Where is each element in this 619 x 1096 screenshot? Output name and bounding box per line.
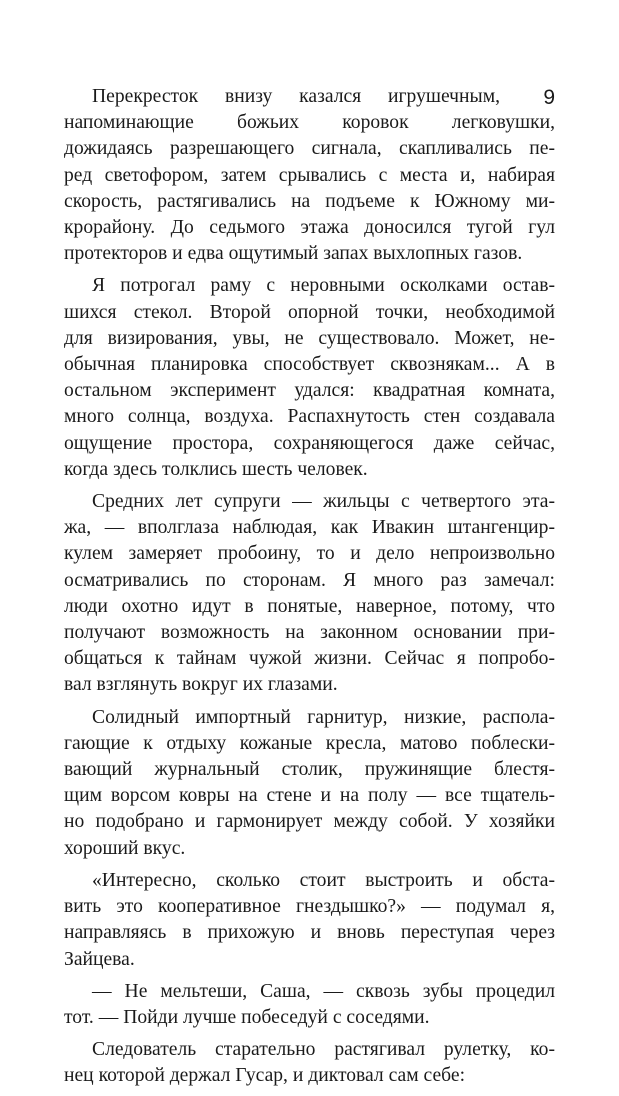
text-line: Перекресток внизу казался игрушечным, — [92, 86, 500, 107]
text-line: тот. — Пойди лучше побеседуй с соседями. — [64, 1006, 430, 1028]
text-line: гающие к отдыху кожаные кресла, матово поблески- — [64, 732, 555, 754]
text-line: ред светофором, затем срывались с места и, набирая — [64, 164, 555, 186]
page-number: 9 — [543, 86, 555, 109]
text-line: дожидаясь разрешающего сигнала, скапливались пе- — [64, 138, 555, 160]
text-line: Следователь старательно растягивал рулетку, ко- — [92, 1039, 555, 1061]
text-line: Зайцева. — [64, 948, 135, 970]
text-line: люди охотно идут в понятые, наверное, потому, что — [64, 595, 555, 617]
text-line: вал взглянуть вокруг их глазами. — [64, 674, 338, 696]
paragraph-2 — [64, 273, 555, 483]
text-line: нец которой держал Гусар, и диктовал сам себе: — [64, 1065, 466, 1087]
text-line: протекторов и едва ощутимый запах выхлопных газов. — [64, 243, 523, 265]
book-page — [64, 84, 555, 1096]
text-line: для визирования, увы, не существовало. Может, не- — [64, 327, 555, 349]
text-line: хороший вкус. — [64, 837, 186, 859]
text-line: скорость, растягивались на подъеме к Южному ми- — [64, 190, 555, 212]
text-line: вить это кооперативное гнездышко?» — подумал я, — [64, 896, 555, 918]
text-line: обычная планировка способствует сквознякам... А в — [64, 354, 555, 376]
text-line: «Интересно, сколько стоит выстроить и обста- — [92, 869, 555, 891]
text-line: Я потрогал раму с неровными осколками остав- — [92, 275, 555, 297]
text-line: шихся стекол. Второй опорной точки, необходимой — [64, 301, 555, 323]
text-line: остальном эксперимент удался: квадратная комната, — [64, 380, 555, 402]
text-line: кулем замеряет пробоину, то и дело непроизвольно — [64, 543, 555, 565]
text-line: направляясь в прихожую и вновь переступая через — [64, 922, 555, 944]
paragraph-3 — [64, 489, 555, 699]
paragraph-7 — [64, 1037, 555, 1089]
text-line: Солидный импортный гарнитур, низкие, распола- — [92, 706, 555, 728]
text-line: напоминающие божьих коровок легковушки, — [64, 112, 555, 134]
paragraph-1 — [64, 84, 555, 267]
text-line: получают возможность на законном основании при- — [64, 622, 555, 644]
paragraph-4 — [64, 705, 555, 862]
text-line: общаться к тайнам чужой жизни. Сейчас я попробо- — [64, 648, 555, 670]
paragraph-6 — [64, 979, 555, 1031]
text-line: много солнца, воздуха. Распахнутость стен создавала — [64, 406, 555, 428]
text-line: — Не мельтеши, Саша, — сквозь зубы процедил — [92, 980, 555, 1002]
text-line: вающий журнальный столик, пружинящие блестя- — [64, 759, 555, 781]
text-line: ощущение простора, сохраняющегося даже сейчас, — [64, 432, 555, 454]
text-line: крорайону. До седьмого этажа доносился тугой гул — [64, 217, 555, 239]
text-line: Средних лет супруги — жильцы с четвертого эта- — [92, 491, 555, 513]
text-line: осматривались по сторонам. Я много раз замечал: — [64, 569, 555, 591]
paragraph-5 — [64, 868, 555, 973]
text-line: щим ворсом ковры на стене и на полу — все тщатель- — [64, 785, 555, 807]
text-line: но подобрано и гармонирует между собой. У хозяйки — [64, 811, 555, 833]
text-line: когда здесь толклись шесть человек. — [64, 458, 368, 480]
text-line: жа, — вполглаза наблюдая, как Ивакин штангенцир- — [64, 517, 555, 539]
text-body — [64, 84, 555, 1090]
